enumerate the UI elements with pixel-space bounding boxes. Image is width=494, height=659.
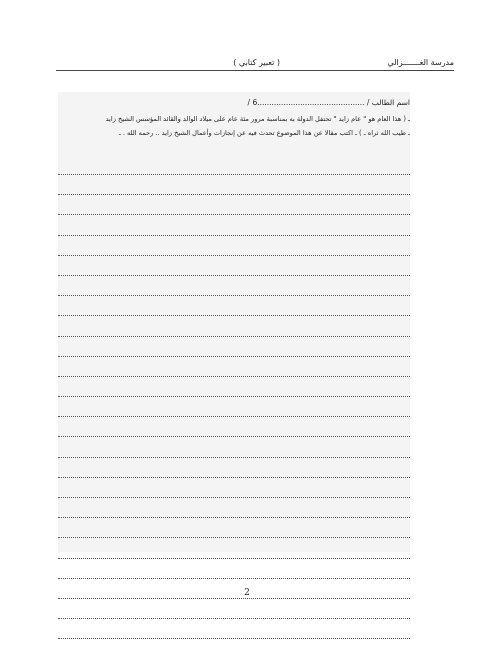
prompt-line-1: ـ ( هذا العام هو " عام زايد " تحتفل الدولة به بمناسبة مرور مئة عام على ميلاد الوالد والقائد المؤسس الشيخ زايد bbox=[105, 115, 410, 123]
writing-line[interactable] bbox=[58, 477, 410, 478]
writing-line[interactable] bbox=[58, 376, 410, 377]
writing-line[interactable] bbox=[58, 255, 410, 256]
writing-line[interactable] bbox=[58, 295, 410, 296]
writing-line[interactable] bbox=[58, 174, 410, 175]
writing-line[interactable] bbox=[58, 517, 410, 518]
prompt-line-2: ـ طيب الله ثراه ـ ) ـ اكتب مقالا عن هذا الموضوع تحدث فيه عن إنجازات وأعمال الشيخ زايد .. رحمه الله . ـ bbox=[118, 129, 410, 137]
subject-title: ( تعبير كتابي ) bbox=[233, 58, 280, 67]
school-name: مدرسة الغـــــــزالي bbox=[387, 58, 454, 67]
essay-prompt bbox=[58, 112, 410, 140]
writing-line[interactable] bbox=[58, 578, 410, 579]
worksheet-area bbox=[58, 92, 410, 552]
page-number: 2 bbox=[244, 588, 250, 598]
writing-line[interactable] bbox=[58, 235, 410, 236]
writing-line[interactable] bbox=[58, 396, 410, 397]
writing-line[interactable] bbox=[58, 356, 410, 357]
writing-line[interactable] bbox=[58, 436, 410, 437]
writing-line[interactable] bbox=[58, 214, 410, 215]
writing-line[interactable] bbox=[58, 638, 410, 639]
writing-line[interactable] bbox=[58, 457, 410, 458]
document-header bbox=[56, 56, 454, 70]
header-divider bbox=[56, 70, 454, 71]
writing-line[interactable] bbox=[58, 497, 410, 498]
writing-line[interactable] bbox=[58, 416, 410, 417]
writing-line[interactable] bbox=[58, 315, 410, 316]
writing-lines[interactable] bbox=[58, 174, 410, 659]
writing-line[interactable] bbox=[58, 598, 410, 599]
writing-line[interactable] bbox=[58, 537, 410, 538]
writing-line[interactable] bbox=[58, 558, 410, 559]
writing-line[interactable] bbox=[58, 194, 410, 195]
writing-line[interactable] bbox=[58, 336, 410, 337]
student-name-line[interactable]: اسم الطالب / .............................................6 / bbox=[247, 98, 410, 107]
writing-line[interactable] bbox=[58, 618, 410, 619]
writing-line[interactable] bbox=[58, 275, 410, 276]
